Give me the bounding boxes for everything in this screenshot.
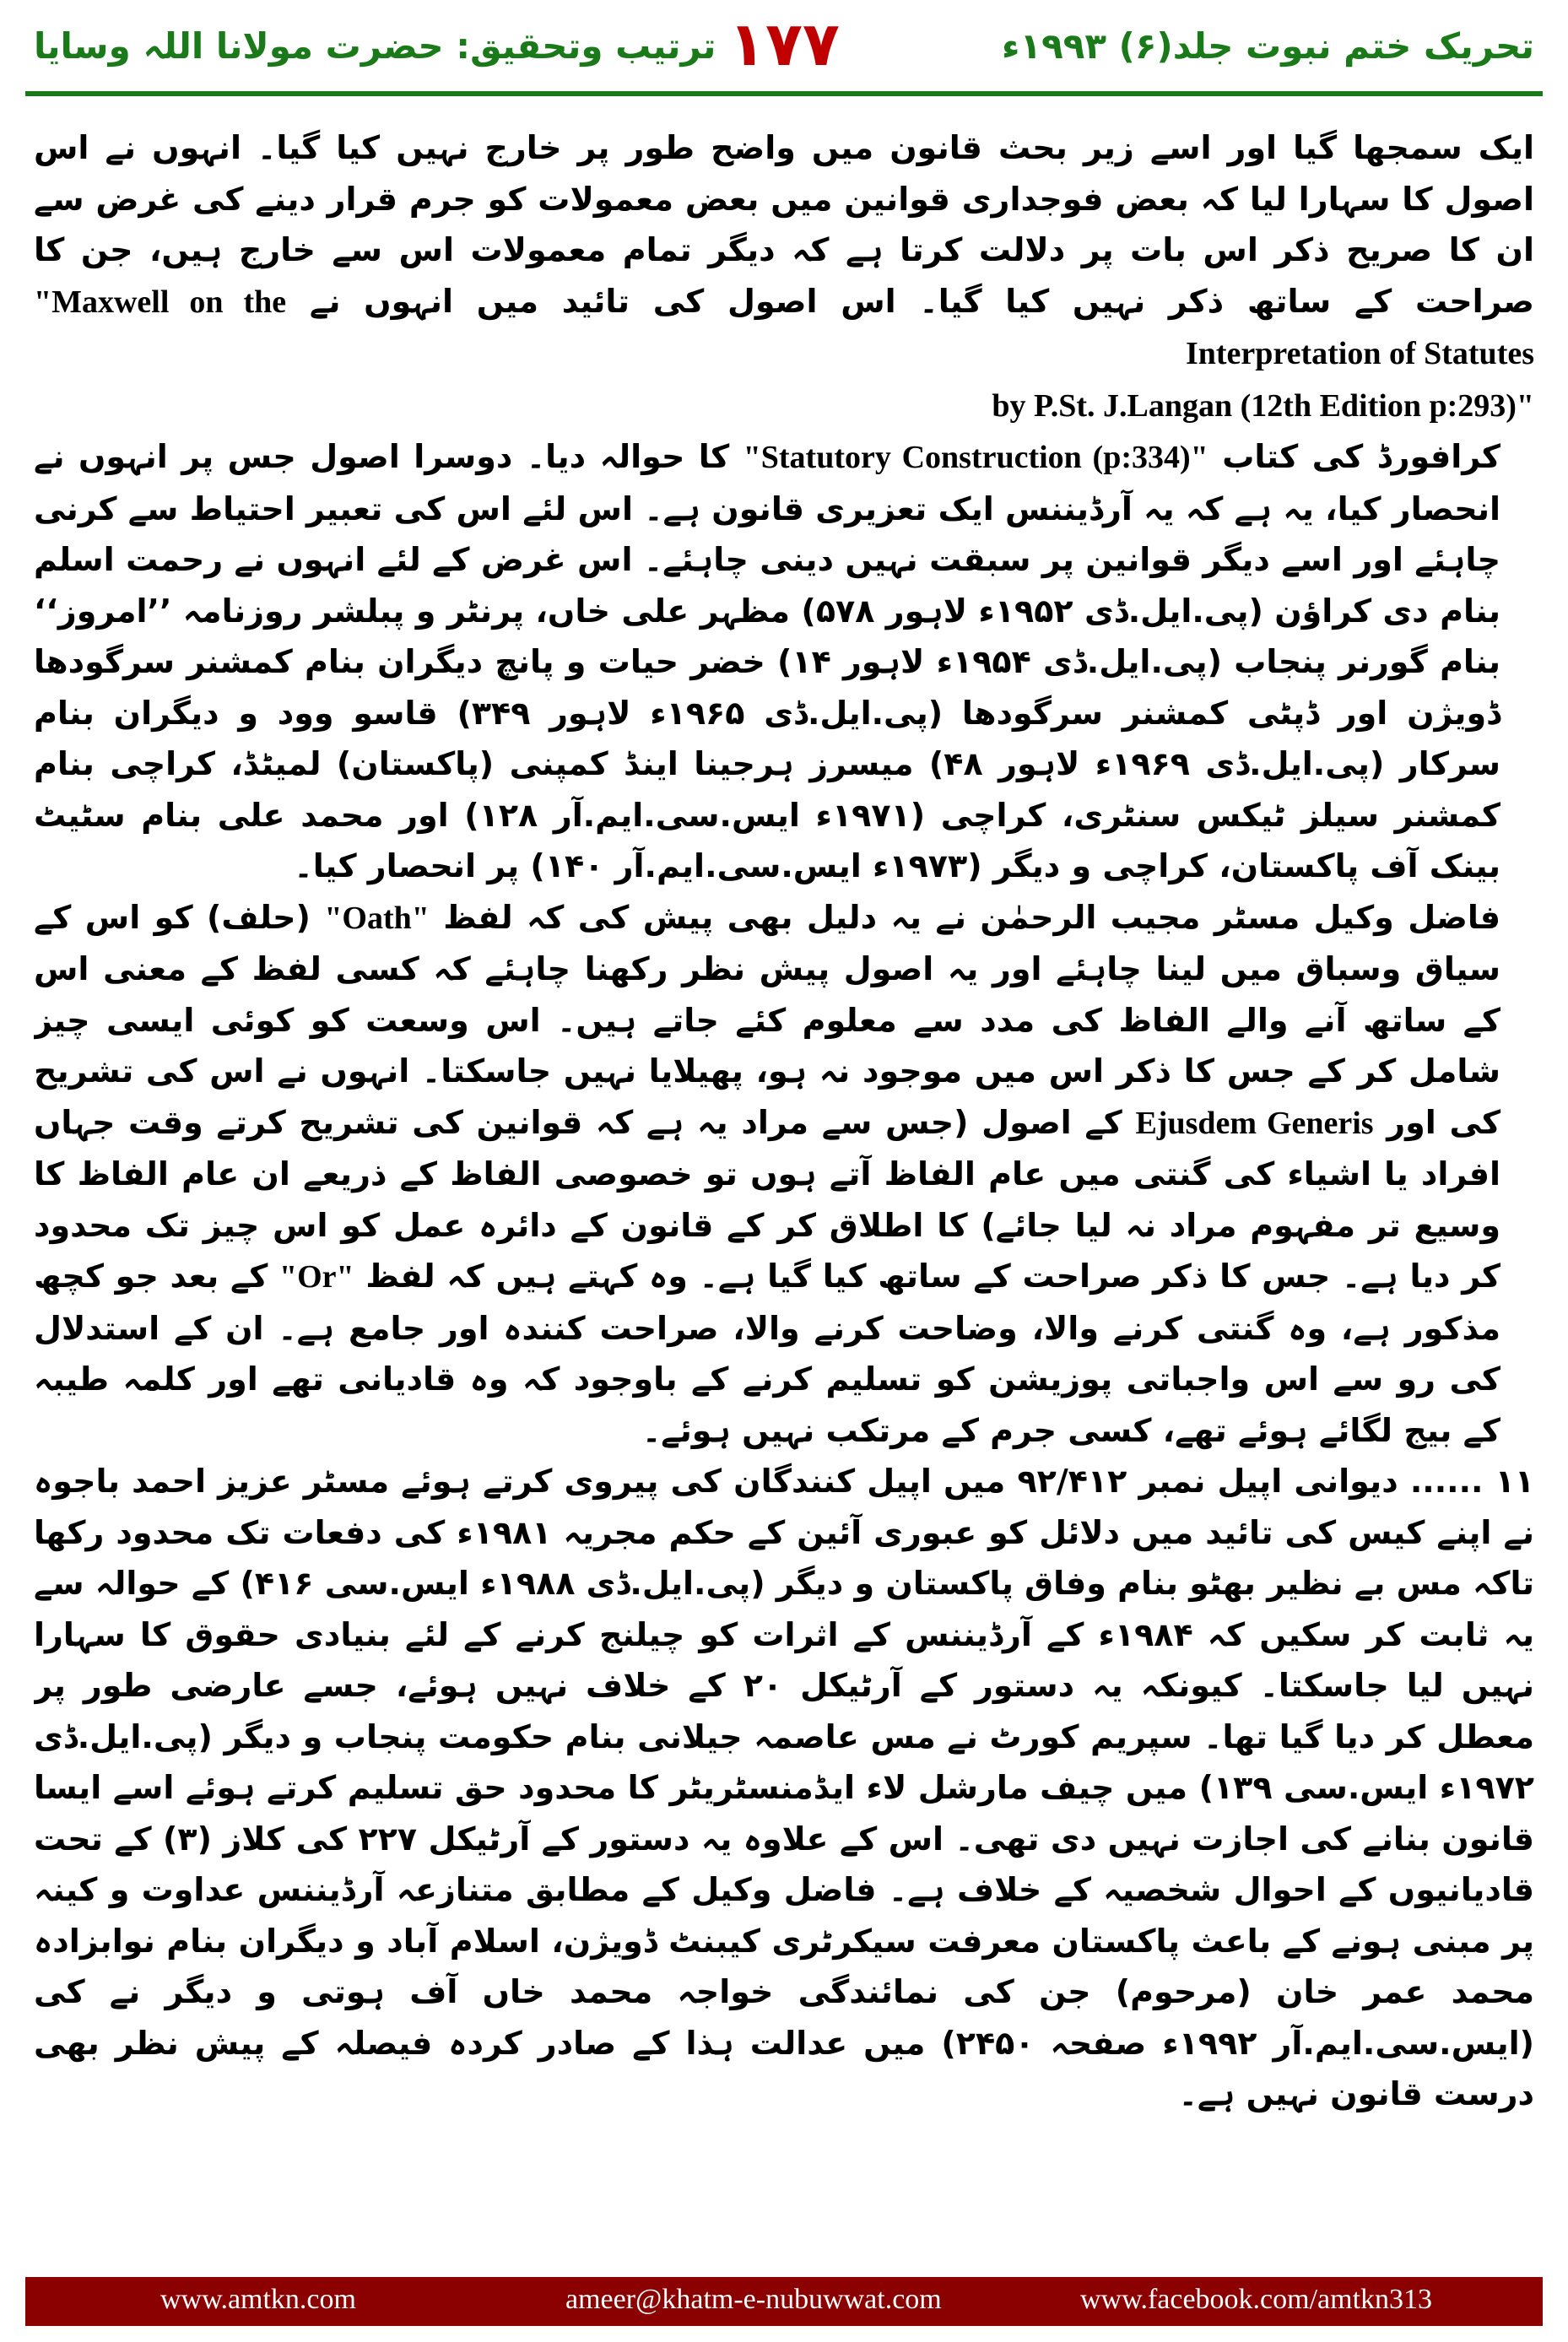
page-body bbox=[34, 122, 1534, 2249]
book-title: تحریک ختم نبوت جلد(۶) ۱۹۹۳ء bbox=[1002, 25, 1534, 67]
footer-website-link[interactable]: www.amtkn.com bbox=[160, 2284, 356, 2315]
term-or: "Or" bbox=[279, 1259, 354, 1295]
paragraph-1-text: ایک سمجھا گیا اور اسے زیر بحث قانون میں واضح طور پر خارج نہیں کیا گیا۔ انہوں نے اس اصول کا سہارا لیا کہ بعض فوجداری قوانین میں بعض معمولات کو جرم قرار دینے کی غرض سے ان کا صریح ذکر اس بات پر دلالت کرتا ہے کہ دیگر تمام معمولات اس سے خارج ہیں، جن کا صراحت کے ساتھ ذکر نہیں کیا گیا۔ اس اصول کی تائید میں انہوں نے bbox=[34, 129, 1534, 320]
paragraph-3-lead: فاضل وکیل مسٹر مجیب الرحمٰن نے یہ دلیل بھی پیش کی کہ لفظ bbox=[443, 898, 1500, 936]
paragraph-2-text: کا حوالہ دیا۔ دوسرا اصول جس پر انہوں نے انحصار کیا، یہ ہے کہ یہ آرڈیننس ایک تعزیری قانون ہے۔ اس لئے اس کی تعبیر احتیاط سے کرنی چاہئے اور اسے دیگر قوانین پر سبقت نہیں دینی چاہئے۔ اس غرض کے لئے انہوں نے رحمت اسلم بنام دی کراؤن (پی.ایل.ڈی ۱۹۵۲ء لاہور ۵۷۸) مظہر علی خاں، پرنٹر و پبلشر روزنامہ ’’امروز‘‘ بنام گورنر پنجاب (پی.ایل.ڈی ۱۹۵۴ء لاہور ۱۴) خضر حیات و پانچ دیگران بنام کمشنر سرگودھا ڈویژن اور ڈپٹی کمشنر سرگودھا (پی.ایل.ڈی ۱۹۶۵ء لاہور ۳۴۹) قاسو وود و دیگران بنام سرکار (پی.ایل.ڈی ۱۹۶۹ء لاہور ۴۸) میسرز ہرجینا اینڈ کمپنی (پاکستان) لمیٹڈ، کراچی بنام کمشنر سیلز ٹیکس سنٹری، کراچی (۱۹۷۱ء ایس.سی.ایم.آر ۱۲۸) اور محمد علی بنام سٹیٹ بینک آف پاکستان، کراچی و دیگر (۱۹۷۳ء ایس.سی.ایم.آر ۱۴۰) پر انحصار کیا۔ bbox=[34, 438, 1501, 884]
citation-statutory-construction: "Statutory Construction (p:334)" bbox=[743, 440, 1208, 475]
citation-maxwell: "Maxwell on the Interpretation of Statutes bbox=[34, 284, 1534, 371]
footer-facebook-link[interactable]: www.facebook.com/amtkn313 bbox=[1080, 2284, 1433, 2315]
term-ejusdem-generis: Ejusdem Generis bbox=[1135, 1105, 1374, 1141]
header-divider bbox=[25, 91, 1543, 96]
compiler-credit: ترتیب وتحقیق: حضرت مولانا اللہ وسایا bbox=[34, 25, 716, 67]
paragraph-2-lead: کرافورڈ کی کتاب bbox=[1222, 438, 1500, 475]
paragraph-4 bbox=[34, 1456, 1534, 2120]
citation-langan: by P.St. J.Langan (12th Edition p:293)" bbox=[992, 387, 1534, 424]
citation-langan-line bbox=[34, 380, 1534, 432]
page-footer bbox=[25, 2277, 1543, 2326]
paragraph-4-number: ۱۱ ...... bbox=[1409, 1463, 1534, 1500]
paragraph-4-text: دیوانی اپیل نمبر ۹۲/۴۱۲ میں اپیل کنندگان کی پیروی کرتے ہوئے مسٹر عزیز احمد باجوہ نے اپنے کیس کی تائید میں دلائل کو عبوری آئین کے حکم مجریہ ۱۹۸۱ء کی دفعات تک محدود رکھا تاکہ مس بے نظیر بھٹو بنام وفاق پاکستان و دیگر (پی.ایل.ڈی ۱۹۸۸ء ایس.سی ۴۱۶) کے حوالہ سے یہ ثابت کر سکیں کہ ۱۹۸۴ء کے آرڈیننس کے اثرات کو چیلنج کرنے کے لئے بنیادی حقوق کا سہارا نہیں لیا جاسکتا۔ کیونکہ یہ دستور کے آرٹیکل ۲۰ کے خلاف نہیں ہوئے، جسے عارضی طور پر معطل کر دیا گیا تھا۔ سپریم کورٹ نے مس عاصمہ جیلانی بنام حکومت پنجاب و دیگر (پی.ایل.ڈی ۱۹۷۲ء ایس.سی ۱۳۹) میں چیف مارشل لاء ایڈمنسٹریٹر کا محدود حق تسلیم کرتے ہوئے اسے ایسا قانون بنانے کی اجازت نہیں دی تھی۔ اس کے علاوہ یہ دستور کے آرٹیکل ۲۲۷ کی کلاز (۳) کے تحت قادیانیوں کے احوال شخصیہ کے خلاف ہے۔ فاضل وکیل کے مطابق متنازعہ آرڈیننس عداوت و کینہ پر مبنی ہونے کے باعث پاکستان معرفت سیکرٹری کیبنٹ ڈویژن، اسلام آباد و دیگران بنام نوابزادہ محمد عمر خان (مرحوم) جن کی نمائندگی خواجہ محمد خاں آف ہوتی و دیگر نے کی (ایس.سی.ایم.آر ۱۹۹۲ء صفحہ ۲۴۵۰) میں عدالت ہذا کے صادر کردہ فیصلہ کے پیش نظر بھی درست قانون نہیں ہے۔ bbox=[34, 1463, 1534, 2112]
footer-email-link[interactable]: ameer@khatm-e-nubuwwat.com bbox=[565, 2284, 942, 2315]
paragraph-1 bbox=[34, 122, 1534, 380]
page-number: ۱۷۷ bbox=[728, 8, 840, 79]
paragraph-3-text-1: (حلف) کو اس کے سیاق وسباق میں لینا چاہئے اور یہ اصول پیش نظر رکھنا چاہئے کہ کسی لفظ کے معنی اس کے ساتھ آنے والے الفاظ کی مدد سے معلوم کئے جاتے ہیں۔ اس وسعت کو کوئی ایسی چیز شامل کر کے جس کا ذکر اس میں موجود نہ ہو، پھیلایا نہیں جاسکتا۔ انہوں نے اس کی تشریح کی اور bbox=[34, 898, 1501, 1141]
paragraph-3-text-2: کے اصول (جس سے مراد یہ ہے کہ قوانین کی تشریح کرتے وقت جہاں افراد یا اشیاء کی گنتی میں عام الفاظ آتے ہوں تو خصوصی الفاظ کے ذریعے ان عام الفاظ کا وسیع تر مفہوم مراد نہ لیا جائے) کا اطلاق کر کے قانون کے دائرہ عمل کو اس چیز تک محدود کر دیا ہے۔ جس کا ذکر صراحت کے ساتھ کیا گیا ہے۔ وہ کہتے ہیں کہ لفظ bbox=[34, 1103, 1500, 1295]
paragraph-3 bbox=[34, 892, 1534, 1457]
term-oath: "Oath" bbox=[324, 900, 430, 936]
paragraph-3-text-3: کے بعد جو کچھ مذکور ہے، وہ گنتی کرنے والا، وضاحت کرنے والا، صراحت کنندہ اور جامع ہے۔ ان کے استدلال کی رو سے اس واجباتی پوزیشن کو تسلیم کرنے کے باوجود کہ وہ قادیانی تھے اور کلمہ طیبہ کے بیج لگائے ہوئے تھے، کسی جرم کے مرتکب نہیں ہوئے۔ bbox=[34, 1258, 1500, 1449]
paragraph-2 bbox=[34, 431, 1534, 892]
page-header bbox=[0, 0, 1568, 93]
